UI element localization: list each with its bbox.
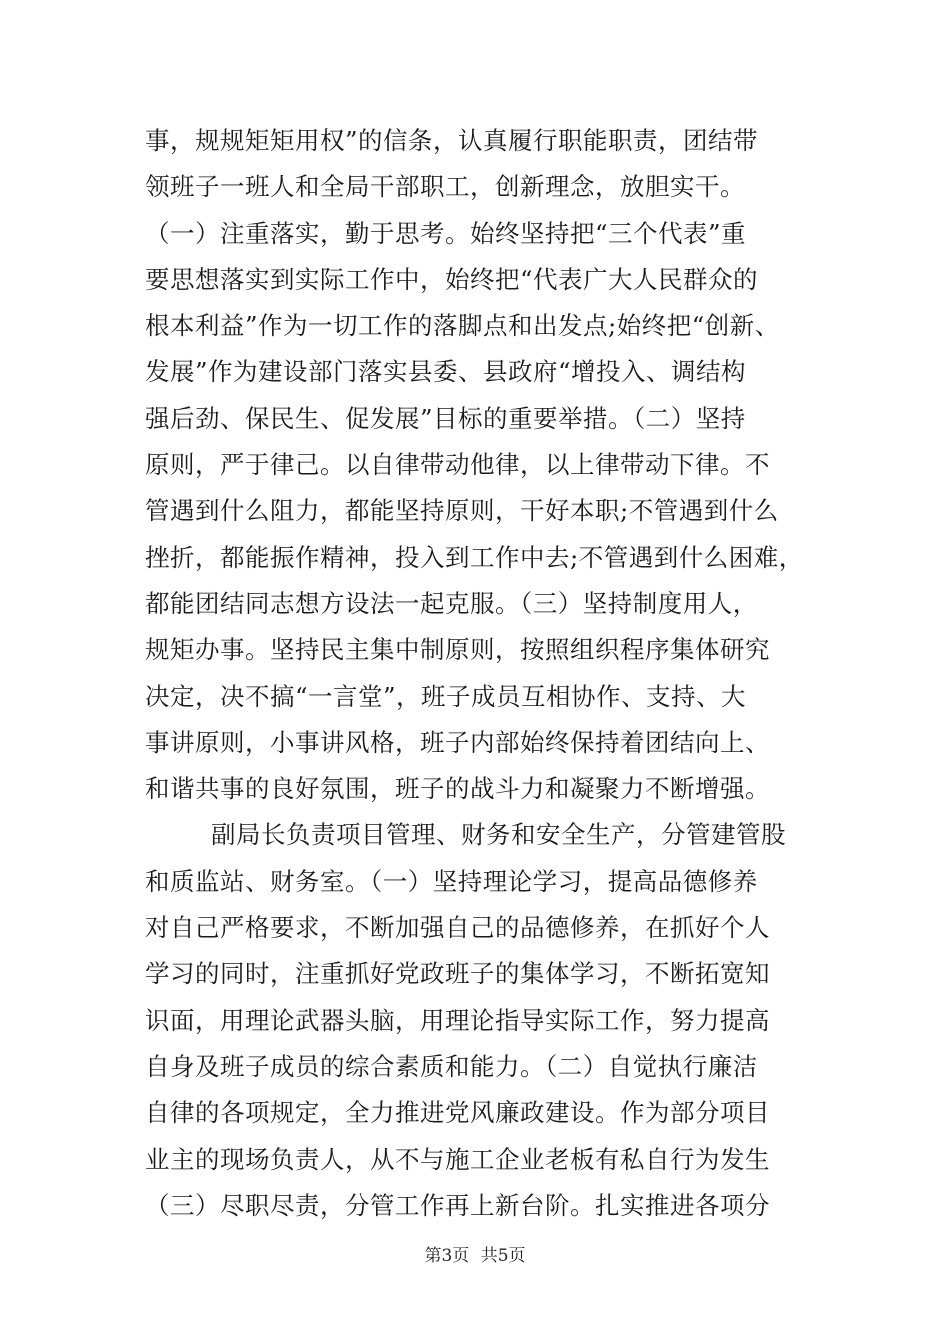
text-line: 决定，决不搞“一言堂”，班子成员互相协作、支持、大 [145,681,747,711]
text-line: 事讲原则，小事讲风格，班子内部始终保持着团结向上、 [145,727,770,757]
body-text [145,118,810,1229]
text-line: 规矩办事。坚持民主集中制原则，按照组织程序集体研究 [145,635,770,665]
text-line: 识面，用理论武器头脑，用理论指导实际工作，努力提高 [145,1005,770,1035]
page-number: 第3页 [424,1246,470,1266]
text-line: 都能团结同志想方设法一起克服。（三）坚持制度用人， [145,588,758,618]
text-line-paragraph-start: 副局长负责项目管理、财务和安全生产，分管建管股 [211,820,786,850]
text-line: 自律的各项规定，全力推进党风廉政建设。作为部分项目 [145,1098,770,1128]
text-line: 和质监站、财务室。（一）坚持理论学习，提高品德修养 [145,866,758,896]
text-line: 原则，严于律己。以自律带动他律，以上律带动下律。不 [145,450,770,480]
text-line: 和谐共事的良好氛围，班子的战斗力和凝聚力不断增强。 [145,774,770,804]
text-line: 根本利益”作为一切工作的落脚点和出发点;始终把“创新、 [145,311,780,341]
text-line: 挫折，都能振作精神，投入到工作中去;不管遇到什么困难， [145,542,804,572]
text-line: 业主的现场负责人，从不与施工企业老板有私自行为发生 [145,1144,770,1174]
text-line: （三）尽职尽责，分管工作再上新台阶。扎实推进各项分 [145,1190,770,1220]
text-line: 领班子一班人和全局干部职工，创新理念，放胆实干。 [145,172,745,202]
text-line: 对自己严格要求，不断加强自己的品德修养，在抓好个人 [145,913,770,943]
text-line: 要思想落实到实际工作中，始终把“代表广大人民群众的 [145,264,759,294]
page-footer [0,1241,950,1266]
text-line: 发展”作为建设部门落实县委、县政府“增投入、调结构 [145,357,747,387]
text-line: 事，规规矩矩用权”的信条，认真履行职能职责，团结带 [145,126,759,155]
text-line: 强后劲、保民生、促发展”目标的重要举措。（二）坚持 [145,403,746,433]
text-line: 自身及班子成员的综合素质和能力。（二）自觉执行廉洁 [145,1051,758,1081]
text-line: 管遇到什么阻力，都能坚持原则，干好本职;不管遇到什么 [145,496,779,526]
text-line: （一）注重落实，勤于思考。始终坚持把“三个代表”重 [145,218,747,248]
text-line: 学习的同时，注重抓好党政班子的集体学习，不断拓宽知 [145,959,770,989]
page-total: 共5页 [480,1246,526,1266]
